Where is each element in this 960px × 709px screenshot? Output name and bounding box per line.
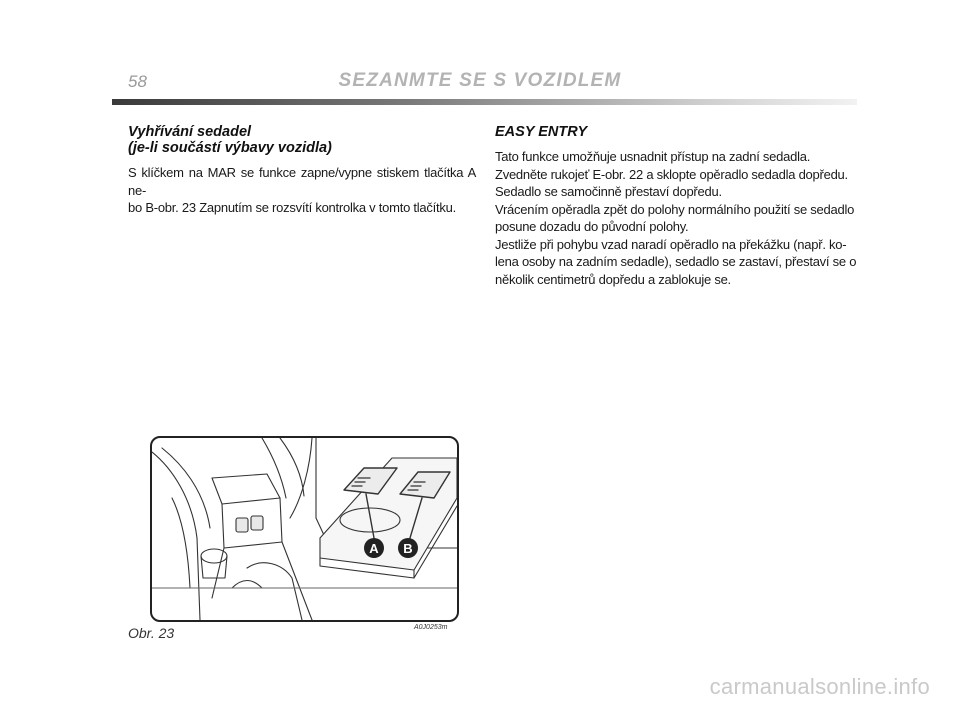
heading-line-1: Vyhřívání sedadel <box>128 124 252 140</box>
easy-entry-heading <box>495 124 857 140</box>
label-a-marker <box>364 538 384 558</box>
text-line: Sedadlo se samočinně přestaví dopředu. <box>495 184 722 199</box>
text-line: Vrácením opěradla zpět do polohy normálního použití se sedadlo <box>495 201 855 217</box>
label-b-text: B <box>403 541 413 556</box>
heading-line: EASY ENTRY <box>495 124 588 140</box>
left-column <box>128 124 476 217</box>
heated-seats-heading <box>128 124 476 156</box>
text-line: lena osoby na zadním sedadle), sedadlo se zastaví, přestaví se o <box>495 254 857 269</box>
button-b-small <box>251 516 263 530</box>
figure-code: A0J0253m <box>414 624 448 631</box>
page-number: 58 <box>128 72 147 91</box>
button-a-small <box>236 518 248 532</box>
heated-seats-paragraph <box>128 164 476 217</box>
label-b-marker <box>398 538 418 558</box>
easy-entry-paragraph <box>495 148 857 288</box>
text-line: S klíčkem na MAR se funkce zapne/vypne stiskem tlačítka A ne- <box>128 165 476 198</box>
text-line: bo B-obr. 23 Zapnutím se rozsvítí kontrolka v tomto tlačítku. <box>128 200 456 215</box>
text-line: Jestliže při pohybu vzad naradí opěradlo na překážku (např. ko- <box>495 236 847 252</box>
seat-heating-illustration <box>150 436 459 622</box>
cup-holder <box>201 549 227 563</box>
text-line: Zvedněte rukojeť E-obr. 22 a sklopte opěradlo sedadla dopředu. <box>495 166 848 182</box>
figure-caption: Obr. 23 <box>128 625 175 641</box>
heading-line-2: (je-li součástí výbavy vozidla) <box>128 140 332 156</box>
section-title: SEZANMTE SE S VOZIDLEM <box>338 70 622 91</box>
label-a-text: A <box>369 541 379 556</box>
header-rule <box>112 99 857 105</box>
text-line: Tato funkce umožňuje usnadnit přístup na zadní sedadla. <box>495 149 811 164</box>
right-column <box>495 124 857 288</box>
left-seat-outline <box>152 452 200 620</box>
text-line: několik centimetrů dopředu a zablokuje se. <box>495 271 731 287</box>
console-drawing <box>152 438 457 620</box>
console-top <box>212 474 280 504</box>
text-line: posune dozadu do původní polohy. <box>495 219 689 234</box>
site-watermark: carmanualsonline.info <box>709 674 930 699</box>
